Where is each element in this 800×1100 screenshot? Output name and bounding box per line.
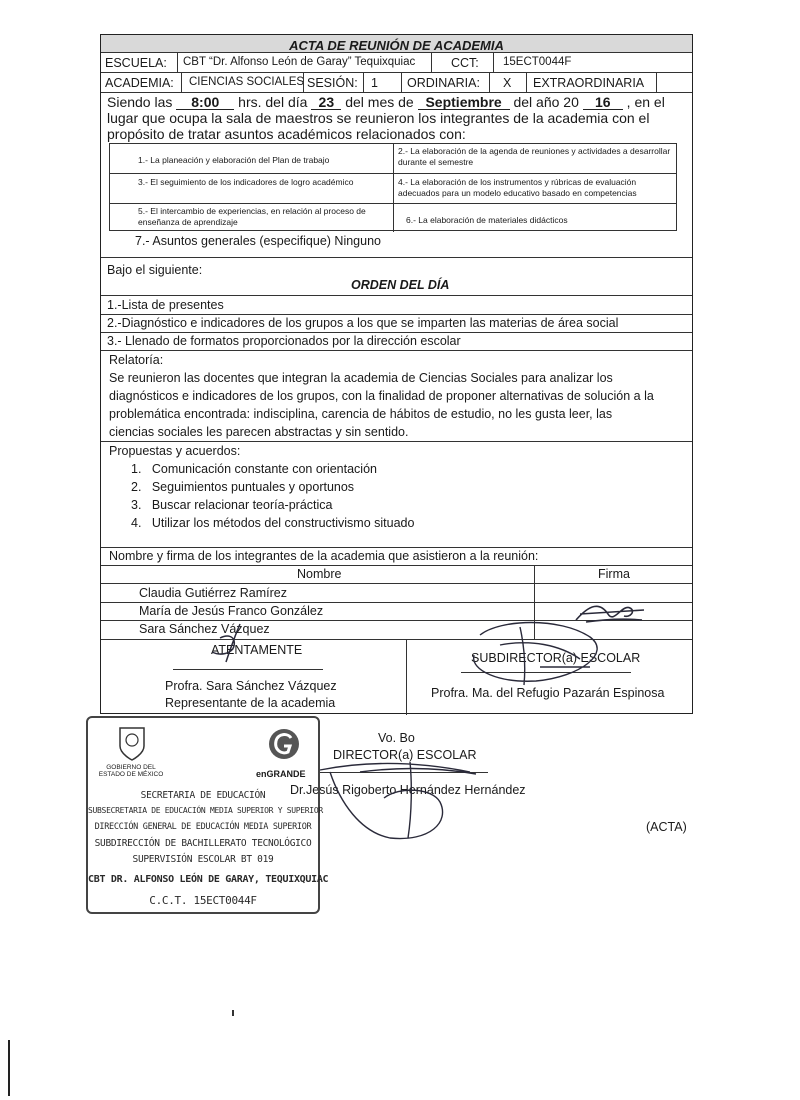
topic-5: 5.- El intercambio de experiencias, en relación al proceso de enseñanza de aprendizaje [138, 206, 366, 227]
scan-edge-mark [8, 1040, 10, 1096]
propuesta-3: 3. Buscar relacionar teoría-práctica [131, 498, 333, 512]
topics-table [109, 143, 677, 231]
nombre-header: Nombre [297, 567, 342, 581]
stamp-line-5: SUPERVISIÓN ESCOLAR BT 019 [132, 854, 274, 865]
coat-of-arms-icon [114, 722, 150, 762]
official-stamp [86, 716, 329, 914]
signature-sanchez-icon [190, 618, 270, 668]
orden-item-2: 2.-Diagnóstico e indicadores de los grupos a los que se imparten las materias de área social [107, 316, 619, 330]
intro-line-3: propósito de tratar asuntos académicos relacionados con: [107, 126, 466, 142]
stamp-line-1: SECRETARIA DE EDUCACIÓN [140, 790, 266, 801]
intro-line-2: lugar que ocupa la sala de maestros se reunieron los integrantes de la academia con el [107, 110, 650, 126]
topic-2: 2.- La elaboración de la agenda de reuniones y actividades a desarrollar durante el semestre [398, 146, 671, 167]
topic-7: 7.- Asuntos generales (especifique) Ninguno [135, 234, 381, 248]
cct-value: 15ECT0044F [503, 56, 572, 68]
hora-value: 8:00 [176, 95, 234, 110]
rep-role: Representante de la academia [165, 696, 336, 710]
sesion-value: 1 [371, 76, 378, 90]
dia-value: 23 [311, 95, 341, 110]
academia-value: CIENCIAS SOCIALES [189, 76, 305, 88]
gobierno-label: GOBIERNO DEL ESTADO DE MÉXICO [98, 764, 164, 779]
atentamente-label: ATENTAMENTE [211, 643, 303, 657]
member-1: Claudia Gutiérrez Ramírez [139, 586, 287, 600]
propuestas-label: Propuestas y acuerdos: [109, 444, 241, 458]
orden-title: ORDEN DEL DÍA [351, 278, 450, 292]
propuesta-4: 4. Utilizar los métodos del constructivismo situado [131, 516, 415, 530]
stamp-line-6: CBT DR. ALFONSO LEÓN DE GARAY, TEQUIXQUIAC [88, 874, 329, 885]
stamp-line-3: DIRECCIÓN GENERAL DE EDUCACIÓN MEDIA SUPERIOR [94, 822, 312, 832]
signature-director-icon [300, 752, 500, 847]
relatoria-line-3: problemática encontrada: indisciplina, carencia de hábitos de estudio, no les gusta leer, las [109, 407, 613, 421]
bajo-label: Bajo el siguiente: [107, 263, 203, 277]
page-title: ACTA DE REUNIÓN DE ACADEMIA [289, 38, 504, 53]
rep-name: Profra. Sara Sánchez Vázquez [165, 679, 337, 693]
member-3: Sara Sánchez Vázquez [139, 622, 270, 636]
propuesta-2: 2. Seguimientos puntuales y oportunos [131, 480, 355, 494]
relatoria-label: Relatoría: [109, 353, 164, 367]
orden-item-1: 1.-Lista de presentes [107, 298, 224, 312]
relatoria-line-1: Se reunieron las docentes que integran la academia de Ciencias Sociales para analizar los [109, 371, 613, 385]
firma-header: Firma [598, 567, 630, 581]
signature-pazaran-icon [440, 615, 630, 705]
acta-label: (ACTA) [646, 820, 687, 834]
stamp-line-7: C.C.T. 15ECT0044F [149, 894, 257, 907]
topic-3: 3.- El seguimiento de los indicadores de logro académico [138, 177, 354, 187]
escuela-label: ESCUELA: [105, 56, 167, 70]
member-2: María de Jesús Franco González [139, 604, 324, 618]
propuesta-1: 1. Comunicación constante con orientación [131, 462, 377, 476]
subdirector-name: Profra. Ma. del Refugio Pazarán Espinosa [431, 686, 665, 700]
vobo-label: Vo. Bo [378, 731, 415, 745]
cct-label: CCT: [451, 56, 479, 70]
engrande-label: enGRANDE [256, 769, 306, 779]
academia-label: ACADEMIA: [105, 76, 174, 90]
director-name: Dr.Jesús Rigoberto Hernández Hernández [290, 783, 526, 797]
subdirector-title: SUBDIRECTOR(a) ESCOLAR [471, 651, 641, 665]
topic-1: 1.- La planeación y elaboración del Plan de trabajo [138, 155, 330, 165]
engrande-logo-icon [266, 726, 302, 762]
sesion-label: SESIÓN: [307, 76, 358, 90]
ordinaria-label: ORDINARIA: [407, 76, 480, 90]
stamp-line-4: SUBDIRECCIÓN DE BACHILLERATO TECNOLÓGICO [94, 838, 312, 849]
firmas-label: Nombre y firma de los integrantes de la academia que asistieron a la reunión: [109, 549, 539, 563]
escuela-value: CBT “Dr. Alfonso León de Garay” Tequixquiac [183, 56, 416, 68]
ordinaria-value: X [503, 76, 512, 90]
extraordinaria-label: EXTRAORDINARIA [533, 76, 645, 90]
topic-4: 4.- La elaboración de los instrumentos y rúbricas de evaluación adecuados para un modelo educativo basado en competencias [398, 177, 637, 198]
stamp-line-2: SUBSECRETARIA DE EDUCACIÓN MEDIA SUPERIOR Y SUPERIOR [88, 806, 323, 815]
topic-6: 6.- La elaboración de materiales didácticos [406, 215, 568, 225]
director-title: DIRECTOR(a) ESCOLAR [333, 748, 477, 762]
scan-dot [232, 1010, 234, 1016]
intro-line-1: Siendo las 8:00 hrs. del día 23 del mes de Septiembre del año 20 16 , en el [107, 94, 665, 110]
relatoria-line-2: diagnósticos e indicadores de los grupos, con la finalidad de proponer alternativas de solución a la [109, 389, 654, 403]
relatoria-line-4: ciencias sociales les parecen abstractas y sin sentido. [109, 425, 409, 439]
anio-value: 16 [583, 95, 623, 110]
mes-value: Septiembre [418, 95, 510, 110]
orden-item-3: 3.- Llenado de formatos proporcionados por la dirección escolar [107, 334, 461, 348]
